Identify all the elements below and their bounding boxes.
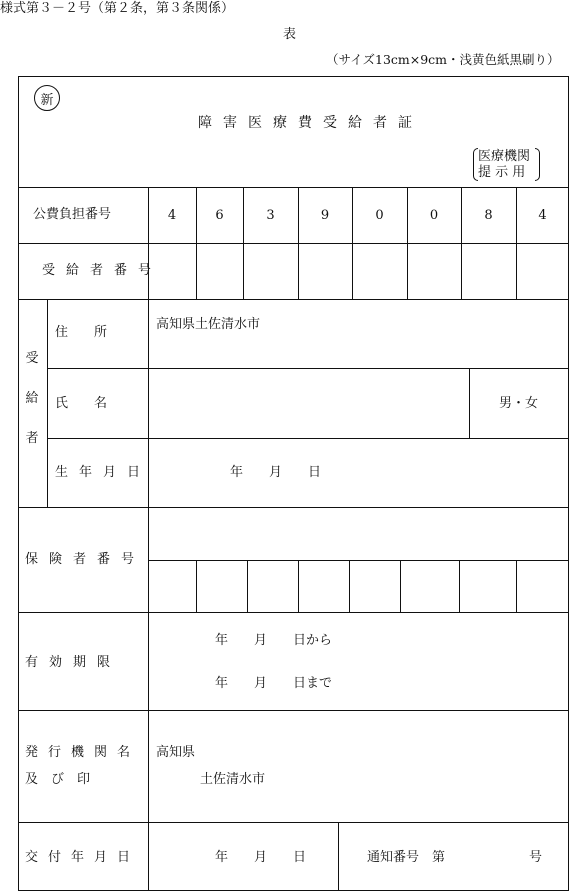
digit-cell: 6 [215, 207, 224, 223]
digit-cell: 4 [538, 207, 547, 223]
gender-divider [469, 368, 470, 438]
insurer-label: 保険者番号 [25, 552, 146, 567]
birth-value: 年 月 日 [230, 465, 322, 480]
notice-number-suffix: 号 [529, 850, 543, 865]
insurer-v6 [459, 560, 460, 612]
lower-label-divider [148, 612, 149, 891]
digit-cell: 9 [320, 207, 330, 223]
insurer-v7 [516, 560, 517, 612]
display-note-1: 医療機関 [478, 149, 531, 164]
recipient-group-char: 受 [25, 351, 39, 366]
recipient-group-label [25, 352, 39, 472]
gender-value: 男・女 [499, 396, 539, 411]
validity-label: 有効期限 [25, 655, 122, 670]
insurer-v5 [400, 560, 401, 612]
issuer-label-1: 発行機関名 [25, 745, 141, 760]
digit-cell: 3 [266, 207, 275, 223]
paren-right [535, 148, 540, 181]
rule-4 [47, 368, 569, 369]
notice-divider [338, 822, 339, 891]
rule-insurer-mid [148, 560, 569, 561]
digit-cell: 0 [429, 207, 439, 223]
name-label: 氏 名 [55, 396, 108, 411]
size-note: （サイズ13cm×9cm・浅黄色紙黒刷り） [326, 52, 560, 67]
rule-6 [18, 507, 569, 508]
new-mark: 新 [34, 85, 60, 111]
issuer-value-2: 土佐清水市 [200, 772, 266, 787]
rule-8 [18, 710, 569, 711]
notice-number-label: 通知番号 第 [367, 850, 446, 865]
rule-5 [47, 438, 569, 439]
recipient-number-label: 受給者番号 [42, 263, 163, 278]
address-value: 高知県土佐清水市 [156, 317, 261, 332]
rule-9 [18, 822, 569, 823]
rule-2 [18, 243, 569, 244]
issuer-label-2: 及 び 印 [25, 772, 91, 787]
rule-3 [18, 299, 569, 300]
recipient-group-char: 者 [25, 431, 39, 446]
insurer-v2 [247, 560, 248, 612]
issue-date-label: 交付年月日 [25, 850, 141, 865]
validity-to: 年 月 日まで [215, 676, 333, 691]
insurer-v1 [196, 560, 197, 612]
side-label: 表 [283, 27, 297, 42]
validity-from: 年 月 日から [215, 633, 333, 648]
certificate-title: 障害医療費受給者証 [198, 115, 423, 131]
insurer-v3 [298, 560, 299, 612]
rule-7 [18, 612, 569, 613]
insurer-label-divider [148, 507, 149, 612]
display-note-2: 提 示 用 [478, 165, 526, 180]
digit-cell: 4 [167, 207, 177, 223]
public-expense-label: 公費負担番号 [33, 207, 112, 222]
birth-label: 生年月日 [55, 465, 152, 480]
recipient-group-divider [47, 299, 48, 507]
address-label: 住 所 [55, 325, 108, 340]
digit-cell: 8 [484, 207, 493, 223]
form-number: 様式第３－２号（第２条，第３条関係） [0, 1, 235, 16]
issuer-value-1: 高知県 [156, 745, 196, 760]
recipient-group-char: 給 [25, 391, 39, 406]
insurer-v4 [349, 560, 350, 612]
issue-date-value: 年 月 日 [215, 850, 307, 865]
digit-cell: 0 [375, 207, 384, 223]
